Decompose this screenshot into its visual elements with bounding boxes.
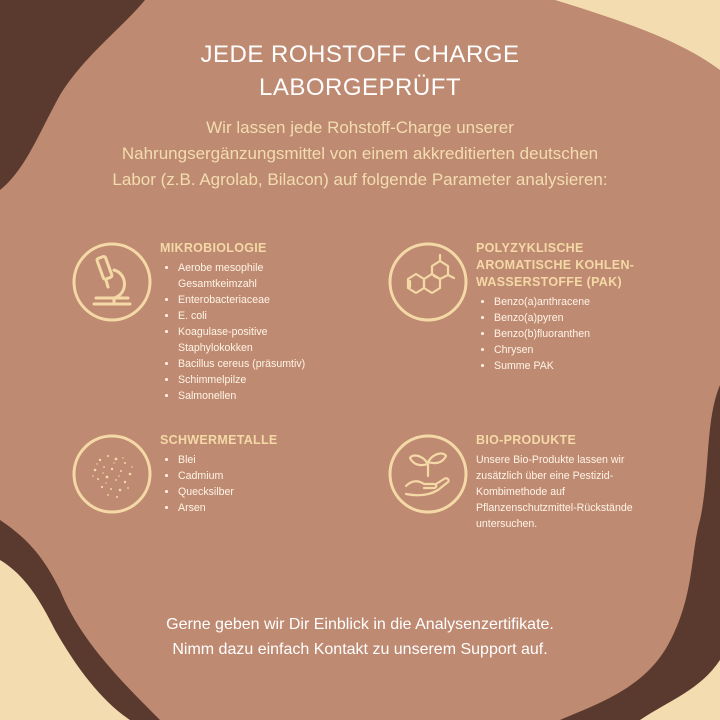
list-item: • Arsen (178, 500, 340, 516)
title-line-1: JEDE ROHSTOFF CHARGE (200, 41, 520, 68)
schwermetalle-heading: SCHWERMETALLE (160, 433, 278, 447)
pak-heading (476, 240, 666, 291)
microscope-icon (70, 240, 154, 324)
intro-line-3: Labor (z.B. Agrolab, Bilacon) auf folgende Parameter analysieren: (112, 170, 608, 189)
bio-text-line-2: zusätzlich über eine Pestizid- (476, 470, 614, 482)
section-schwermetalle (160, 432, 340, 516)
intro-line-1: Wir lassen jede Rohstoff-Charge unserer (206, 118, 514, 137)
mikrobiologie-heading: MIKROBIOLOGIE (160, 241, 267, 255)
list-item: • Koagulase-positive Staphylokokken (178, 324, 340, 356)
bio-text-line-3: Kombimethode auf (476, 486, 565, 498)
intro-line-2: Nahrungsergänzungsmittel von einem akkreditierten deutschen (121, 144, 599, 163)
list-item: • Benzo(a)anthracene (494, 294, 666, 310)
footer-line-1: Gerne geben wir Dir Einblick in die Analysenzertifikate. (166, 616, 554, 633)
list-item: • Chrysen (494, 342, 666, 358)
section-pak (476, 240, 666, 374)
list-item: • Summe PAK (494, 358, 666, 374)
pak-heading-line-3: WASSERSTOFFE (PAK) (476, 275, 622, 289)
list-item: • Quecksilber (178, 484, 340, 500)
list-item: • Cadmium (178, 468, 340, 484)
bio-text-line-4: Pflanzenschutzmittel-Rückstände (476, 502, 633, 514)
list-item: • Benzo(a)pyren (494, 310, 666, 326)
list-item: • Bacillus cereus (präsumtiv) (178, 356, 340, 372)
pak-heading-line-1: POLYZYKLISCHE (476, 241, 584, 255)
schwermetalle-list (160, 452, 340, 516)
pak-heading-line-2: AROMATISCHE KOHLEN- (476, 258, 635, 272)
mikrobiologie-list (160, 260, 340, 404)
bio-text-line-1: Unsere Bio-Produkte lassen wir (476, 454, 625, 466)
metal-particles-icon (70, 432, 154, 516)
pak-list (476, 294, 666, 374)
list-item: • Benzo(b)fluoranthen (494, 326, 666, 342)
list-item: • Enterobacteriaceae (178, 292, 340, 308)
footer-line-2: Nimm dazu einfach Kontakt zu unserem Support auf. (172, 641, 548, 658)
bio-text (476, 452, 676, 532)
section-mikrobiologie (160, 240, 340, 404)
intro-text (90, 115, 630, 193)
bio-heading: BIO-PRODUKTE (476, 433, 577, 447)
section-bio-produkte (476, 432, 676, 532)
list-item: • Schimmelpilze (178, 372, 340, 388)
list-item: • Blei (178, 452, 340, 468)
page-title (0, 38, 720, 104)
footer-text (0, 612, 720, 662)
list-item: • Salmonellen (178, 388, 340, 404)
list-item: • Aerobe mesophile Gesamtkeimzahl (178, 260, 340, 292)
list-item: • E. coli (178, 308, 340, 324)
bio-text-line-5: untersuchen. (476, 518, 538, 530)
hand-plant-icon (386, 432, 470, 516)
molecule-icon (386, 240, 470, 324)
title-line-2: LABORGEPRÜFT (258, 74, 462, 101)
